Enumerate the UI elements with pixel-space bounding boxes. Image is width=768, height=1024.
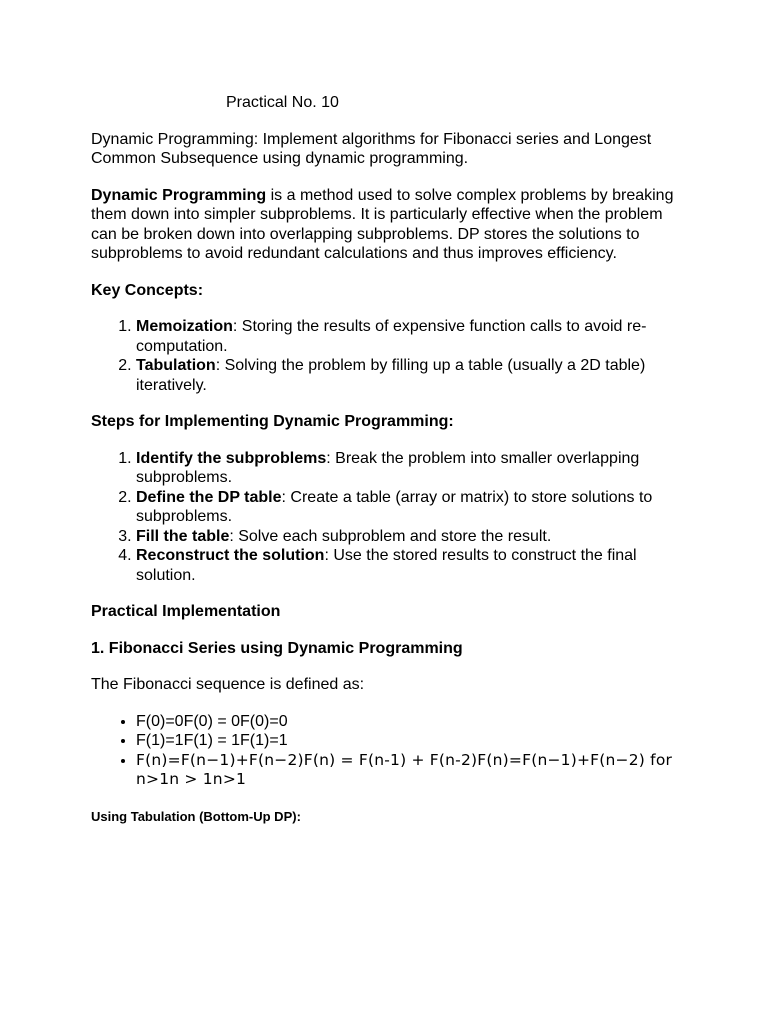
document-page — [91, 93, 691, 826]
list-item — [136, 488, 691, 527]
steps-list — [91, 449, 691, 586]
intro-text: is a method used to solve complex problems by breaking them down into simpler subproblems. It is particularly effective when the problem can be broken down into overlapping subproblems. DP stores the solutions to subproblems to avoid redundant calculations and thus improves efficiency. — [91, 186, 674, 262]
list-item-term: Define the DP table — [136, 488, 282, 506]
list-item — [136, 449, 691, 488]
list-item-text: : Solving the problem by filling up a table (usually a 2D table) iteratively. — [136, 357, 646, 394]
list-item-term: Tabulation — [136, 357, 216, 374]
list-item — [136, 712, 691, 732]
practical-heading: Practical Implementation — [91, 603, 281, 620]
fib-recurrence: F(n)=F(n−1)+F(n−2)F(n) = F(n-1) + F(n-2)F(n)=F(n−1)+F(n−2) for n>1n > 1n>1 — [136, 750, 673, 788]
tabulation-heading: Using Tabulation (Bottom-Up DP): — [91, 808, 301, 824]
fib-base-zero: F(0)=0F(0) = 0F(0)=0 — [136, 712, 288, 730]
list-item — [136, 731, 691, 751]
steps-heading: Steps for Implementing Dynamic Programming: — [91, 413, 454, 430]
list-item — [136, 356, 691, 395]
list-item-term: Identify the subproblems — [136, 449, 327, 467]
list-item — [136, 527, 691, 547]
fib-base-one: F(1)=1F(1) = 1F(1)=1 — [136, 732, 288, 749]
list-item — [136, 317, 691, 356]
aim-paragraph: Dynamic Programming: Implement algorithms for Fibonacci series and Longest Common Subsequence using dynamic programming. — [91, 130, 652, 167]
key-concepts-heading: Key Concepts: — [91, 281, 204, 299]
list-item-text: : Solve each subproblem and store the result. — [229, 527, 552, 545]
list-item-text: : Storing the results of expensive function calls to avoid re-computation. — [136, 318, 647, 355]
document-title: Practical No. 10 — [226, 94, 339, 111]
list-item-text: : Break the problem into smaller overlapping subproblems. — [136, 449, 640, 486]
list-item-text: : Create a table (array or matrix) to store solutions to subproblems. — [136, 488, 653, 525]
intro-paragraph — [91, 186, 691, 264]
list-item-term: Fill the table — [136, 527, 230, 545]
list-item — [136, 751, 691, 790]
fib-intro: The Fibonacci sequence is defined as: — [91, 676, 365, 693]
intro-term: Dynamic Programming — [91, 186, 267, 204]
list-item-term: Reconstruct the solution — [136, 547, 325, 564]
fib-heading: 1. Fibonacci Series using Dynamic Programming — [91, 639, 463, 657]
fib-definition-list — [91, 712, 691, 790]
list-item-term: Memoization — [136, 318, 233, 335]
list-item — [136, 546, 691, 585]
list-item-text: : Use the stored results to construct the final solution. — [136, 547, 637, 584]
key-concepts-list — [91, 317, 691, 395]
